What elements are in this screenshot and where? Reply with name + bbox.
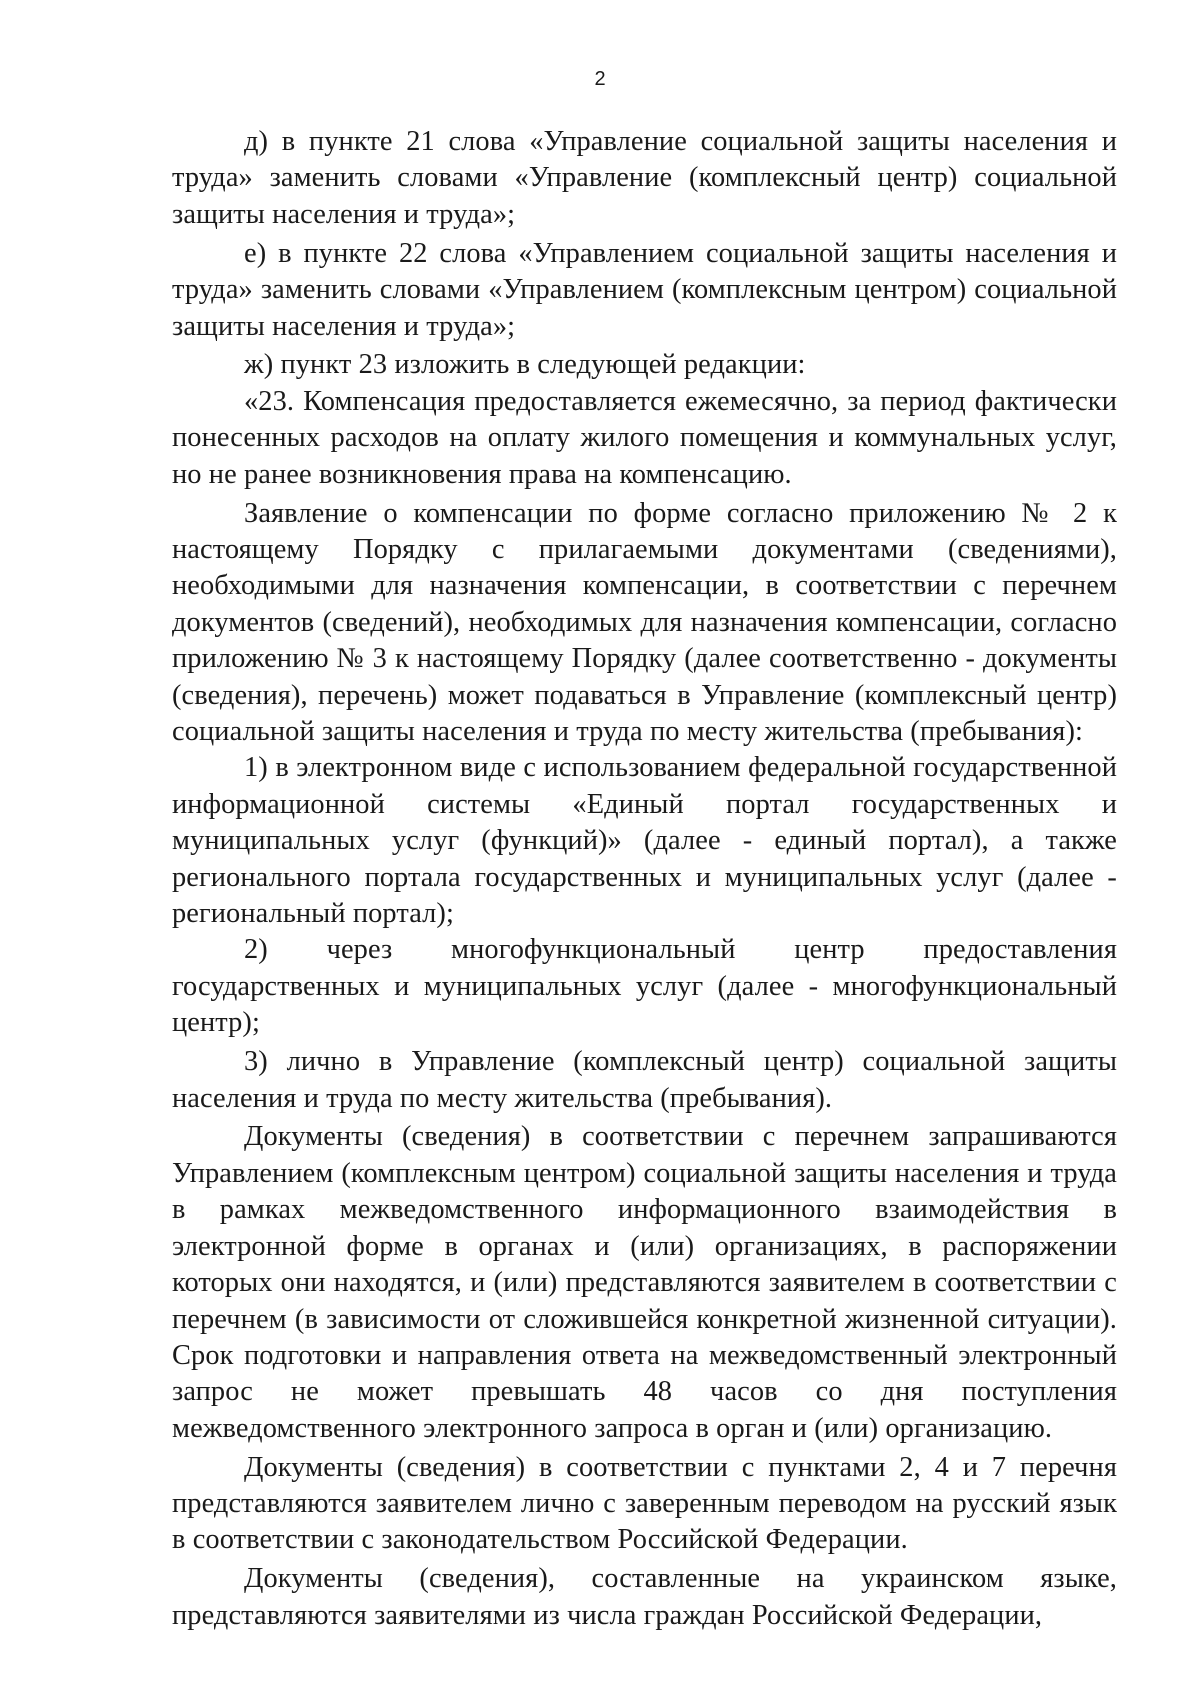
paragraph-documents-request: Документы (сведения) в соответствии с перечнем запрашиваются Управлением (комплексным центром) социальной защиты населения и труда в рамках межведомственного информационного взаимодействия в электронной форме в органах и (или) организациях, в распоряжении которых они находятся, и (или) представляются заявителем в соответствии с перечнем (в зависимости от сложившейся конкретной жизненной ситуации). Срок подготовки и направления ответа на межведомственный электронный запрос не может превышать 48 часов со дня поступления межведомственного электронного запроса в орган и (или) организацию. xyxy=(172,1121,1117,1444)
document-body xyxy=(172,124,1117,1634)
paragraph-method-3: 3) лично в Управление (комплексный центр) социальной защиты населения и труда по месту жительства (пребывания). xyxy=(172,1046,1117,1114)
paragraph-item-d: д) в пункте 21 слова «Управление социальной защиты населения и труда» заменить словами «Управление (комплексный центр) социальной защиты населения и труда»; xyxy=(172,126,1117,230)
paragraph-item-zh: ж) пункт 23 изложить в следующей редакции: xyxy=(244,349,806,381)
paragraph-item-e: е) в пункте 22 слова «Управлением социальной защиты населения и труда» заменить словами «Управлением (комплексным центром) социальной защиты населения и труда»; xyxy=(172,237,1117,342)
paragraph-clause-23: «23. Компенсация предоставляется ежемесячно, за период фактически понесенных расходов на оплату жилого помещения и коммунальных услуг, но не ранее возникновения права на компенсацию. xyxy=(172,385,1117,490)
paragraph-method-2: 2) через многофункциональный центр предоставления государственных и муниципальных услуг (далее - многофункциональный центр); xyxy=(172,934,1117,1039)
paragraph-documents-translation: Документы (сведения) в соответствии с пунктами 2, 4 и 7 перечня представляются заявителем лично с заверенным переводом на русский язык в соответствии с законодательством Российской Федерации. xyxy=(172,1451,1117,1556)
page-number: 2 xyxy=(594,68,606,90)
paragraph-documents-ukrainian: Документы (сведения), составленные на украинском языке, представляются заявителями из числа граждан Российской Федерации, xyxy=(172,1563,1117,1631)
paragraph-method-1: 1) в электронном виде с использованием федеральной государственной информационной системы «Единый портал государственных и муниципальных услуг (функций)» (далее - единый портал), а также регионального портала государственных и муниципальных услуг (далее - региональный портал); xyxy=(172,752,1117,930)
paragraph-application: Заявление о компенсации по форме согласно приложению № 2 к настоящему Порядку с прилагаемыми документами (сведениями), необходимыми для назначения компенсации, в соответствии с перечнем документов (сведений), необходимых для назначения компенсации, согласно приложению № 3 к настоящему Порядку (далее соответственно - документы (сведения), перечень) может подаваться в Управление (комплексный центр) социальной защиты населения и труда по месту жительства (пребывания): xyxy=(172,497,1117,747)
